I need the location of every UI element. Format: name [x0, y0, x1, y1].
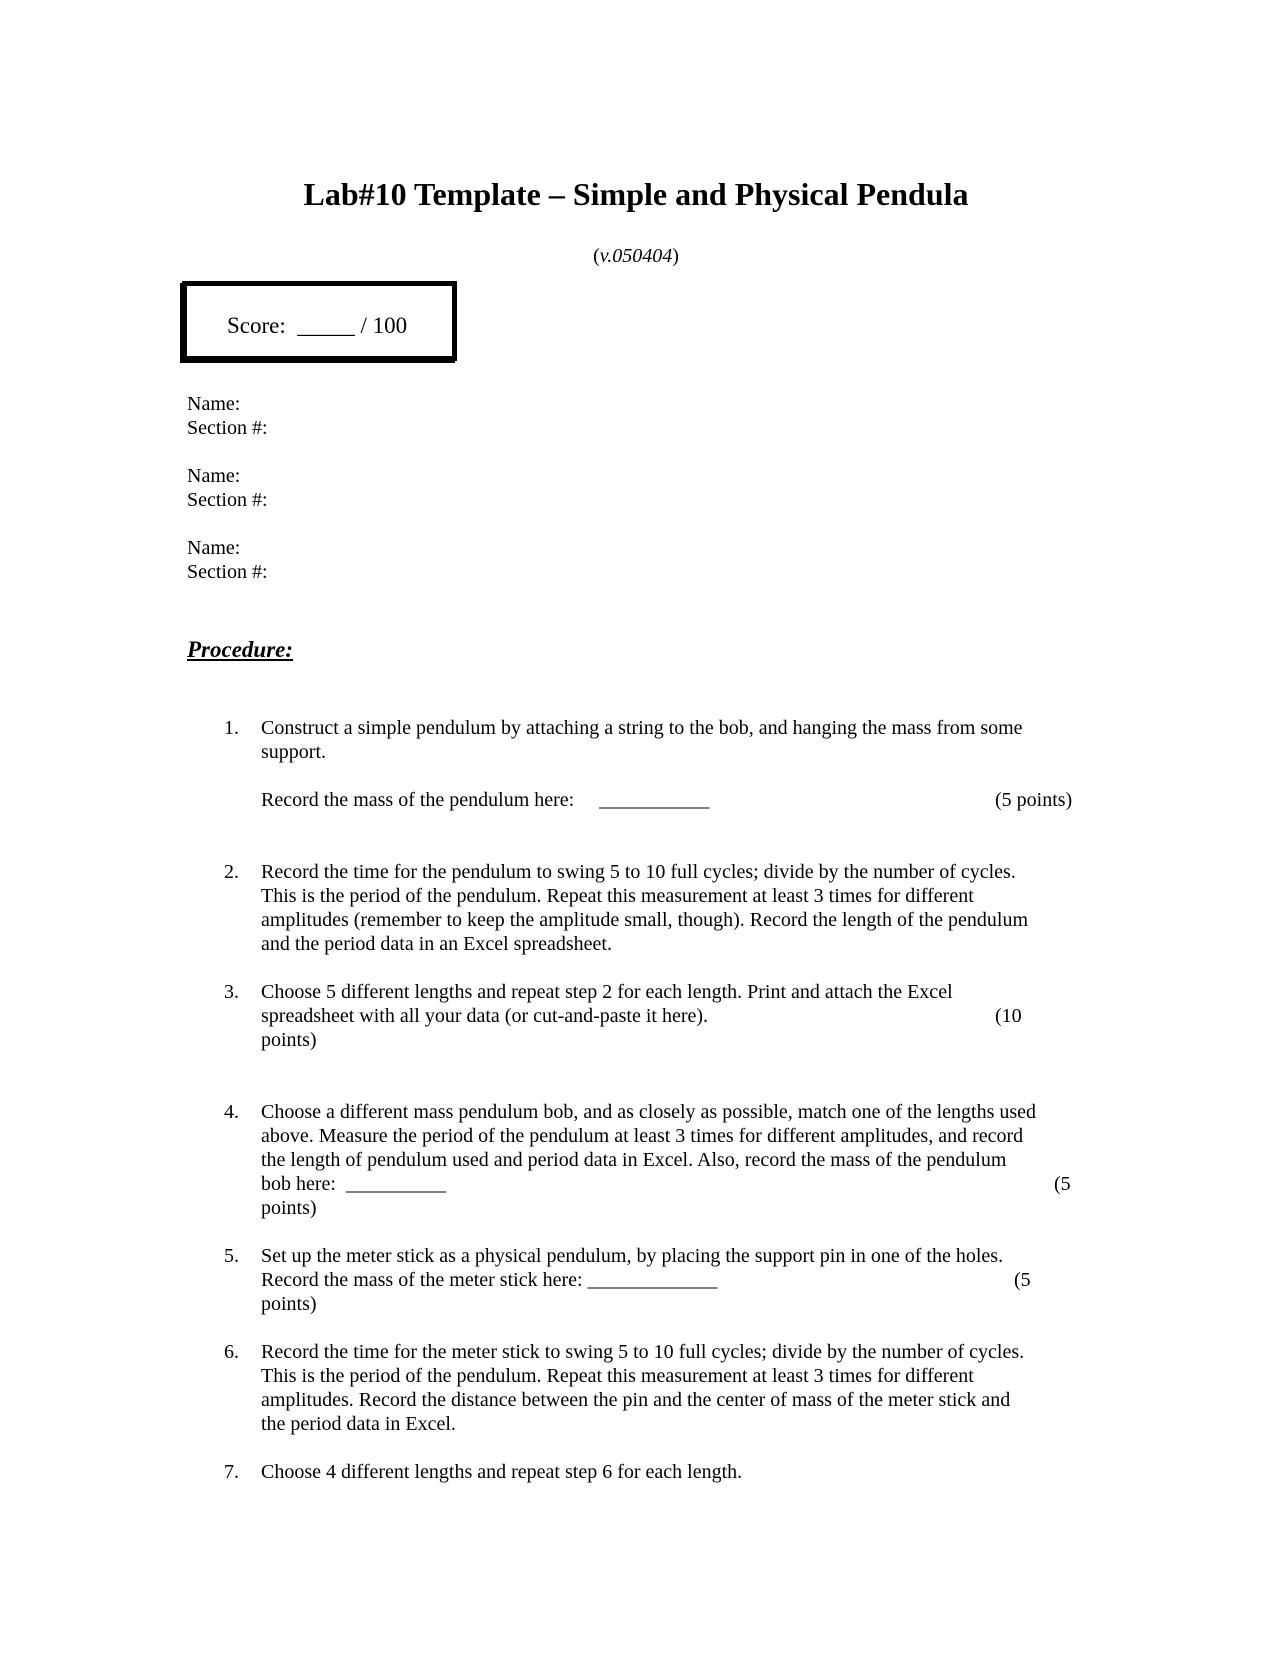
item-6-line-3: amplitudes. Record the distance between the pin and the center of mass of the meter stick and [261, 1389, 1011, 1411]
name-label-2: Name: [187, 465, 241, 487]
item-5-line-1: Set up the meter stick as a physical pendulum, by placing the support pin in one of the holes. [261, 1245, 1004, 1267]
name-label-3: Name: [187, 537, 241, 559]
score-text: Score: _____ / 100 [227, 313, 408, 338]
item-1-points: (5 points) [995, 789, 1073, 811]
item-2-line-1: Record the time for the pendulum to swing 5 to 10 full cycles; divide by the number of cycles. [261, 861, 1016, 883]
item-4-line-3: the length of pendulum used and period data in Excel. Also, record the mass of the pendulum [261, 1149, 1007, 1171]
version-text: v.050404 [599, 245, 673, 267]
procedure-heading: Procedure: [187, 637, 294, 662]
item-2-line-3: amplitudes (remember to keep the amplitude small, though). Record the length of the pendulum [261, 909, 1029, 931]
item-5-points-open: (5 [1014, 1269, 1031, 1291]
version-open: ( [593, 245, 600, 267]
item-number-2: 2. [224, 861, 239, 883]
item-number-1: 1. [224, 717, 239, 739]
item-3-points-open: (10 [995, 1005, 1022, 1027]
item-number-3: 3. [224, 981, 239, 1003]
item-1-line-1: Construct a simple pendulum by attaching a string to the bob, and hanging the mass from some [261, 717, 1023, 739]
item-4-points-open: (5 [1054, 1173, 1071, 1195]
item-number-6: 6. [224, 1341, 239, 1363]
version-close: ) [672, 245, 679, 267]
name-label-1: Name: [187, 393, 241, 415]
section-label-1: Section #: [187, 417, 268, 439]
item-3-line-1: Choose 5 different lengths and repeat step 2 for each length. Print and attach the Excel [261, 981, 953, 1003]
item-5-points-close: points) [261, 1293, 317, 1315]
item-2-line-2: This is the period of the pendulum. Repeat this measurement at least 3 times for different [261, 885, 974, 907]
item-7-line-1: Choose 4 different lengths and repeat step 6 for each length. [261, 1461, 743, 1483]
item-3-line-2: spreadsheet with all your data (or cut-and-paste it here). [261, 1005, 709, 1027]
item-2-line-4: and the period data in an Excel spreadsheet. [261, 933, 612, 955]
item-4-line-2: above. Measure the period of the pendulum at least 3 times for different amplitudes, and record [261, 1125, 1024, 1147]
item-3-points-close: points) [261, 1029, 317, 1051]
page-title: Lab#10 Template – Simple and Physical Pendula [303, 176, 969, 212]
item-1-record-line: Record the mass of the pendulum here: ___________ [261, 789, 710, 811]
item-1-line-2: support. [261, 741, 326, 763]
item-4-line-1: Choose a different mass pendulum bob, and as closely as possible, match one of the lengths used [261, 1101, 1037, 1123]
score-box [182, 281, 457, 361]
item-6-line-2: This is the period of the pendulum. Repeat this measurement at least 3 times for different [261, 1365, 974, 1387]
version-label [0, 245, 1272, 268]
item-4-points-close: points) [261, 1197, 317, 1219]
item-6-line-1: Record the time for the meter stick to swing 5 to 10 full cycles; divide by the number of cycles. [261, 1341, 1025, 1363]
item-number-7: 7. [224, 1461, 239, 1483]
section-label-2: Section #: [187, 489, 268, 511]
item-6-line-4: the period data in Excel. [261, 1413, 456, 1435]
item-5-line-2: Record the mass of the meter stick here: _____________ [261, 1269, 718, 1291]
item-number-5: 5. [224, 1245, 239, 1267]
item-number-4: 4. [224, 1101, 239, 1123]
section-label-3: Section #: [187, 561, 268, 583]
item-4-line-4: bob here: __________ [261, 1173, 446, 1195]
